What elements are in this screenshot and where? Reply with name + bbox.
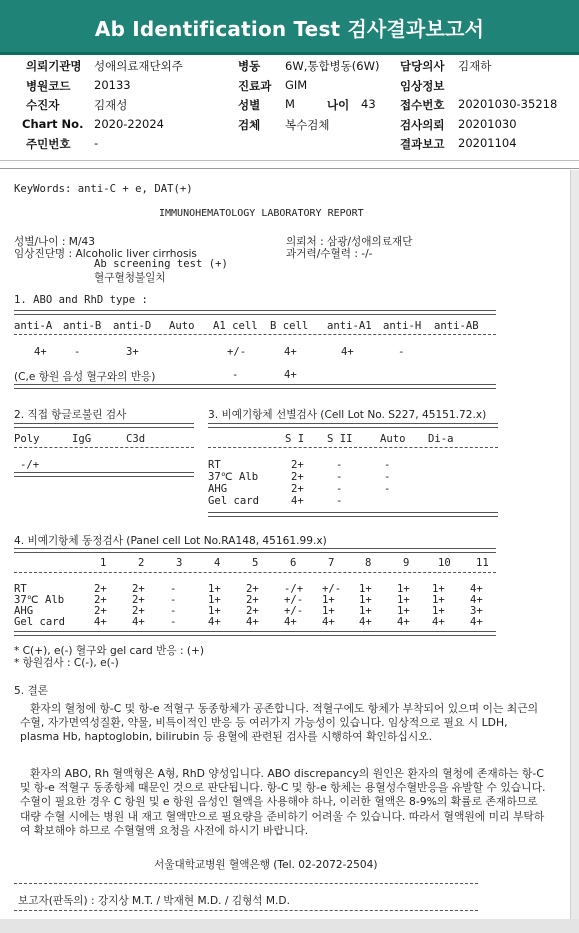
field-ward-value: 6W,통합병동(6W) xyxy=(285,59,380,73)
field-chart-no: Chart No. xyxy=(22,117,84,131)
field-department: 진료과 xyxy=(238,79,272,93)
panel-column-header: 1 xyxy=(100,557,107,569)
rule xyxy=(208,447,498,448)
field-accession-no-value: 20201030-35218 xyxy=(458,97,558,111)
panel-cell: 3+ xyxy=(470,605,483,617)
field-specimen: 검체 xyxy=(238,118,261,132)
screen-cell: - xyxy=(384,483,391,495)
panel-cell: 1+ xyxy=(359,583,372,595)
double-rule xyxy=(208,423,498,428)
history: 과거력/수혈력 : -/- xyxy=(286,248,373,260)
panel-column-header: 10 xyxy=(438,557,451,569)
section-3-title: 3. 비예기항체 선별검사 (Cell Lot No. S227, 45151.72.x) xyxy=(208,409,487,421)
panel-cell: 2+ xyxy=(132,605,145,617)
panel-cell: 4+ xyxy=(470,594,483,606)
sex-age: 성별/나이 : M/43 xyxy=(14,236,95,248)
panel-cell: 2+ xyxy=(94,583,107,595)
abo-value-cell: - xyxy=(74,346,81,358)
abo-note-value-2: 4+ xyxy=(284,369,297,381)
abo-header-cell: Auto xyxy=(169,320,195,332)
field-hospital-code: 병원코드 xyxy=(26,79,71,93)
panel-note-2: * 항원검사 : C(-), e(-) xyxy=(14,657,119,669)
screen-cell: - xyxy=(384,471,391,483)
dat-header-c3d: C3d xyxy=(126,433,146,445)
screen-row-label: 37℃ Alb xyxy=(208,471,259,483)
field-ward: 병동 xyxy=(238,59,261,73)
panel-note-1: * C(+), e(-) 혈구와 gel card 반응 : (+) xyxy=(14,645,205,657)
panel-cell: 4+ xyxy=(359,616,372,628)
referrer: 의뢰처 : 삼광/성애의료재단 xyxy=(286,236,413,248)
rule xyxy=(14,910,478,911)
double-rule xyxy=(14,472,194,477)
panel-cell: 2+ xyxy=(94,605,107,617)
panel-row-label: RT xyxy=(14,583,27,595)
panel-row-label: 37℃ Alb xyxy=(14,594,65,606)
screen-header-auto: Auto xyxy=(380,433,406,445)
field-department-value: GIM xyxy=(285,78,308,92)
double-rule xyxy=(14,631,496,636)
panel-column-header: 2 xyxy=(138,557,145,569)
panel-row-label: AHG xyxy=(14,605,34,617)
panel-cell: 4+ xyxy=(397,616,410,628)
screen-cell: - xyxy=(336,459,343,471)
abo-value-cell: - xyxy=(398,346,405,358)
section-5-title: 5. 결론 xyxy=(14,685,48,697)
panel-cell: 2+ xyxy=(132,594,145,606)
screen-row-label: RT xyxy=(208,459,221,471)
abo-header-cell: anti-H xyxy=(383,320,422,332)
header-divider-2 xyxy=(0,168,579,169)
screen-cell: - xyxy=(384,459,391,471)
horizontal-scrollbar[interactable] xyxy=(0,919,579,933)
panel-column-header: 6 xyxy=(290,557,297,569)
lab-report-title: IMMUNOHEMATOLOGY LABORATORY REPORT xyxy=(159,208,364,219)
vertical-scrollbar[interactable] xyxy=(570,170,579,933)
panel-row-label: Gel card xyxy=(14,616,66,628)
abo-note-value-1: - xyxy=(232,369,239,381)
screen-header-dia: Di-a xyxy=(428,433,454,445)
panel-cell: 1+ xyxy=(322,594,335,606)
panel-cell: 4+ xyxy=(432,616,445,628)
section-4-title: 4. 비예기항체 동정검사 (Panel cell Lot No.RA148, 45161.99.x) xyxy=(14,535,327,547)
double-rule xyxy=(14,423,194,428)
double-rule xyxy=(208,512,498,517)
panel-cell: 1+ xyxy=(208,594,221,606)
panel-cell: +/- xyxy=(284,594,304,606)
abo-value-cell: 4+ xyxy=(341,346,354,358)
double-rule xyxy=(14,384,496,389)
conclusion-paragraph-2: 환자의 ABO, Rh 혈액형은 A형, RhD 양성입니다. ABO discrepancy의 원인은 환자의 혈청에 존재하는 항-C 및 항-e 적혈구 동종항체 때문인 것으로 판단됩니다. 항-C 및 항-e 항체는 용혈성수혈반응을 유발할 수 있습니다. 수혈이 필요한 경우 C 항원 및 e 항원 음성인 혈액을 사용해야 하나, 이러한 혈액은 8-9%의 확률로 존재하므로 대량 수혈 시에는 병원 내 재고 혈액만으로 필요량을 준비하기 어려울 수 있습니다. 따라서 혈액원에 미리 부탁하여 확보해야 하므로 수혈혈액 요청을 사전에 하시기 바랍니다. xyxy=(20,767,546,837)
field-request-date-value: 20201030 xyxy=(458,117,517,131)
field-sex: 성별 xyxy=(238,98,261,112)
panel-cell: -/+ xyxy=(284,583,304,595)
field-age: 나이 xyxy=(327,98,350,112)
panel-cell: 2+ xyxy=(132,583,145,595)
panel-cell: +/- xyxy=(284,605,304,617)
panel-cell: 1+ xyxy=(397,583,410,595)
screen-cell: 2+ xyxy=(291,483,304,495)
panel-cell: 2+ xyxy=(246,583,259,595)
abo-header-cell: anti-D xyxy=(113,320,152,332)
screen-row-label: Gel card xyxy=(208,495,260,507)
dat-header-igg: IgG xyxy=(72,433,92,445)
field-patient-value: 김재성 xyxy=(94,98,128,112)
double-rule xyxy=(14,310,496,315)
panel-cell: - xyxy=(170,605,177,617)
panel-cell: - xyxy=(170,583,177,595)
panel-cell: 1+ xyxy=(322,605,335,617)
panel-cell: 1+ xyxy=(208,583,221,595)
screen-row-label: AHG xyxy=(208,483,228,495)
dat-header-poly: Poly xyxy=(14,433,40,445)
field-resident-no-value: - xyxy=(94,136,99,150)
panel-cell: 4+ xyxy=(94,616,107,628)
field-request-date: 검사의뢰 xyxy=(400,118,445,132)
panel-cell: 4+ xyxy=(208,616,221,628)
panel-cell: 1+ xyxy=(432,583,445,595)
field-clinical-info: 임상정보 xyxy=(400,79,445,93)
conclusion-paragraph-1: 환자의 혈청에 항-C 및 항-e 적혈구 동종항체가 공존합니다. 적혈구에도 항체가 부착되어 있으며 이는 최근의 수혈, 자가면역성질환, 약물, 비특이적인 반응 등 여러가지 가능성이 있습니다. 임상적으로 필요 시 LDH, plasma Hb, haptoglobin, bilirubin 등 용혈에 관련된 검사를 시행하여 확인하십시오. xyxy=(20,702,539,744)
abo-value-cell: 3+ xyxy=(126,346,139,358)
panel-column-header: 7 xyxy=(328,557,335,569)
panel-column-header: 11 xyxy=(476,557,489,569)
field-sex-value: M xyxy=(285,97,295,111)
panel-cell: - xyxy=(170,594,177,606)
keywords: KeyWords: anti-C + e, DAT(+) xyxy=(14,183,193,195)
panel-column-header: 3 xyxy=(176,557,183,569)
diagnosis: 임상진단명 : Alcoholic liver cirrhosis xyxy=(14,248,197,260)
field-doctor: 담당의사 xyxy=(400,59,445,73)
field-resident-no: 주민번호 xyxy=(26,137,71,151)
hospital-contact: 서울대학교병원 혈액은행 (Tel. 02-2072-2504) xyxy=(154,859,378,871)
abo-header-cell: anti-A1 xyxy=(327,320,372,332)
panel-cell: 4+ xyxy=(470,616,483,628)
panel-cell: 2+ xyxy=(246,605,259,617)
abo-value-cell: 4+ xyxy=(34,346,47,358)
panel-cell: 4+ xyxy=(284,616,297,628)
field-chart-no-value: 2020-22024 xyxy=(94,117,164,131)
abo-value-cell: +/- xyxy=(227,346,247,358)
abo-value-cell: 4+ xyxy=(284,346,297,358)
abo-note: (C,e 항원 음성 혈구와의 반응) xyxy=(14,371,156,383)
reporter: 보고자(판독의) : 강지상 M.T. / 박재현 M.D. / 김형석 M.D. xyxy=(18,895,290,907)
abo-header-cell: anti-B xyxy=(63,320,102,332)
panel-column-header: 4 xyxy=(214,557,221,569)
panel-column-header: 9 xyxy=(403,557,410,569)
header-divider xyxy=(0,160,579,161)
field-report-date-value: 20201104 xyxy=(458,136,517,150)
rule xyxy=(14,883,478,884)
screen-cell: - xyxy=(336,495,343,507)
field-institution: 의뢰기관명 xyxy=(26,59,82,73)
rule xyxy=(14,334,496,335)
page-title: Ab Identification Test 검사결과보고서 xyxy=(94,17,485,41)
abo-header-cell: anti-A xyxy=(14,320,53,332)
panel-cell: 4+ xyxy=(322,616,335,628)
abo-header-cell: A1 cell xyxy=(213,320,258,332)
panel-cell: 1+ xyxy=(208,605,221,617)
diagnosis-line-3: 혈구혈청불일치 xyxy=(94,272,166,284)
double-rule xyxy=(14,548,496,553)
abo-header-cell: anti-AB xyxy=(434,320,479,332)
panel-cell: 1+ xyxy=(359,605,372,617)
screen-cell: 4+ xyxy=(291,495,304,507)
screen-cell: 2+ xyxy=(291,459,304,471)
panel-cell: 4+ xyxy=(246,616,259,628)
panel-cell: 2+ xyxy=(94,594,107,606)
panel-cell: 1+ xyxy=(359,594,372,606)
dat-value: -/+ xyxy=(20,459,40,471)
screen-cell: - xyxy=(336,483,343,495)
field-doctor-value: 김재하 xyxy=(458,59,492,73)
panel-cell: 4+ xyxy=(132,616,145,628)
panel-cell: 2+ xyxy=(246,594,259,606)
title-bar xyxy=(0,0,579,55)
field-hospital-code-value: 20133 xyxy=(94,78,131,92)
rule xyxy=(14,447,194,448)
screen-cell: 2+ xyxy=(291,471,304,483)
abo-header-cell: B cell xyxy=(270,320,309,332)
panel-column-header: 8 xyxy=(365,557,372,569)
field-age-value: 43 xyxy=(361,97,376,111)
field-specimen-value: 복수검체 xyxy=(285,118,330,132)
panel-cell: 1+ xyxy=(397,594,410,606)
panel-cell: 1+ xyxy=(432,594,445,606)
rule xyxy=(14,572,496,573)
panel-cell: 4+ xyxy=(470,583,483,595)
field-report-date: 결과보고 xyxy=(400,137,445,151)
section-2-title: 2. 직접 항글로불린 검사 xyxy=(14,409,127,421)
screen-header-si: S I xyxy=(285,433,305,445)
panel-cell: +/- xyxy=(322,583,342,595)
panel-cell: - xyxy=(170,616,177,628)
panel-cell: 1+ xyxy=(397,605,410,617)
panel-cell: 1+ xyxy=(432,605,445,617)
screen-header-sii: S II xyxy=(327,433,353,445)
field-institution-value: 성애의료재단외주 xyxy=(94,59,183,73)
diagnosis-line-2: Ab screening test (+) xyxy=(94,258,228,270)
field-patient: 수진자 xyxy=(26,98,60,112)
screen-cell: - xyxy=(336,471,343,483)
field-accession-no: 접수번호 xyxy=(400,98,445,112)
panel-column-header: 5 xyxy=(252,557,259,569)
section-1-title: 1. ABO and RhD type : xyxy=(14,294,148,306)
